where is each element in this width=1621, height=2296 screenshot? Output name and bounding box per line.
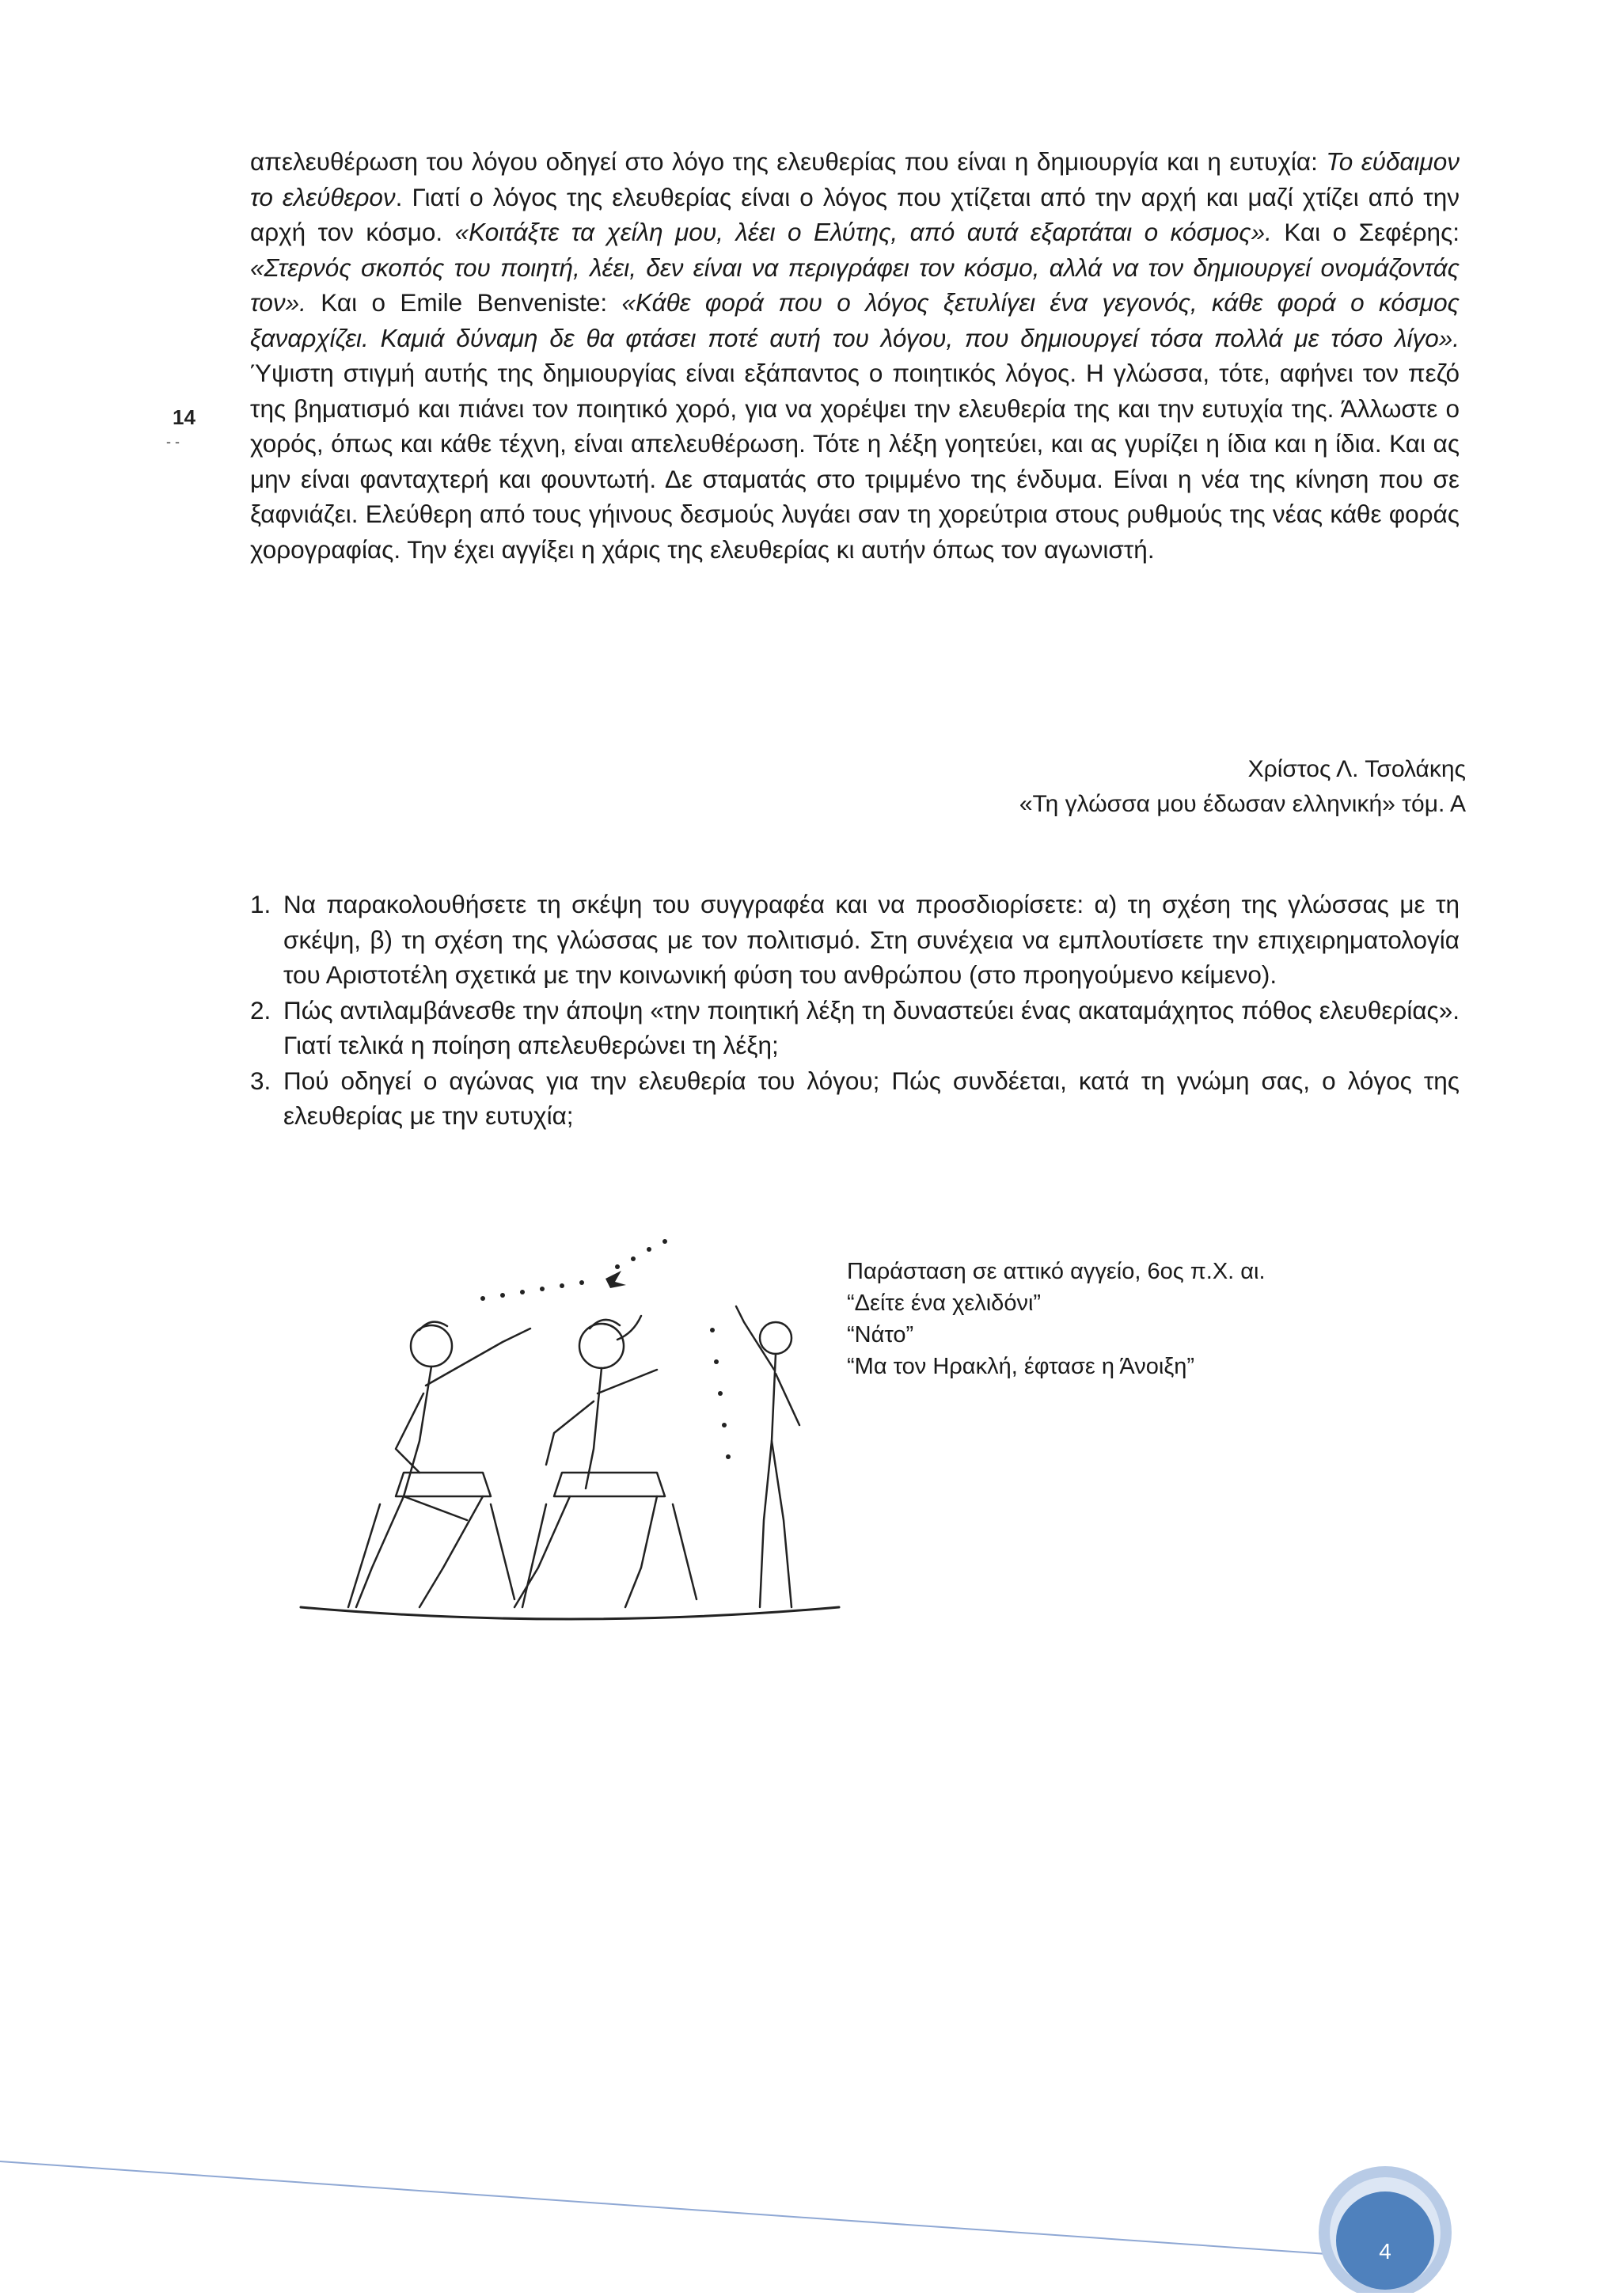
sentence-2: . Γιατί ο λόγος της ελευθερίας είναι ο λόγος που χτίζεται από την αρχή και μαζί χτίζει από την αρχή τον κόσμο. [250,182,1460,246]
quote-benveniste: «Κάθε φορά που ο λόγος ξετυλίγει ένα γεγονός, κάθε φορά ο κόσμος ξαναρχίζει. Καμιά δύναμη δε θα φτάσει ποτέ αυτή του λόγου, που δημιουργεί τόσα πολλά με τόσο λίγο». [250,288,1460,352]
sentence-3: Και ο Σεφέρης: [1271,218,1460,246]
illustration-caption [847,1256,1266,1382]
attribution-source: «Τη γλώσσα μου έδωσαν ελληνική» τόμ. Α [1019,791,1466,817]
question-text: Πού οδηγεί ο αγώνας για την ελευθερία του λόγου; Πώς συνδέεται, κατά τη γνώμη σας, ο λόγος της ελευθερίας με την ευτυχία; [283,1066,1460,1130]
question-number: 1. [250,890,271,918]
attribution [1019,752,1466,822]
sentence-4: Και ο Emile Benveniste: [306,288,622,317]
question-number: 2. [250,995,271,1024]
main-paragraph [250,144,1460,567]
quote-eudaimon: Το εύδαιμον το ελεύθερον [250,147,1460,211]
caption-line: “Δείτε ένα χελιδόνι” [847,1291,1042,1316]
question-item [250,1063,1460,1134]
page-number: 4 [1379,2239,1391,2264]
quote-elytis: «Κοιτάξτε τα χείλη μου, λέει ο Ελύτης, από αυτά εξαρτάται ο κόσμος». [454,218,1272,246]
attribution-author: Χρίστος Λ. Τσολάκης [1247,756,1466,782]
margin-page-number: 14 [173,405,196,429]
question-item [250,887,1460,993]
question-text: Να παρακολουθήσετε τη σκέψη του συγγραφέα και να προσδιορίσετε: α) τη σχέση της γλώσσας με τη σκέψη, β) τη σχέση της γλώσσας με τον πολιτισμό. Στη συνέχεια να εμπλουτίσετε την επιχειρηματολογία του Αριστοτέλη σχετικά με την κοινωνική φύση του ανθρώπου (στο προηγούμενο κείμενο). [283,890,1460,989]
caption-line: “Μα τον Ηρακλή, έφτασε η Άνοιξη” [847,1354,1195,1379]
questions-list [250,887,1460,1134]
caption-line: Παράσταση σε αττικό αγγείο, 6ος π.Χ. αι. [847,1259,1266,1284]
question-item [250,993,1460,1063]
question-number: 3. [250,1066,271,1095]
page-number-badge [1312,2160,1455,2293]
sentence-1: απελευθέρωση του λόγου οδηγεί στο λόγο της ελευθερίας που είναι η δημιουργία και η ευτυχία: [250,147,1327,176]
quote-seferis: «Στερνός σκοπός του ποιητή, λέει, δεν είναι να περιγράφει τον κόσμο, αλλά να τον δημιουργεί ονομάζοντάς τον». [250,253,1460,317]
sentence-5: Ύψιστη στιγμή αυτής της δημιουργίας είναι εξάπαντος ο ποιητικός λόγος. Η γλώσσα, τότε, αφήνει τον πεζό της βηματισμό και πιάνει τον ποιητικό χορό, για να χορέψει την ελευθερία της και την ευτυχία της. Άλλωστε ο χορός, όπως και κάθε τέχνη, είναι απελευθέρωση. Τότε η λέξη γοητεύει, και ας γυρίζει η ίδια και η ίδια. Και ας μην είναι φανταχτερή και φουντωτή. Δε σταματάς στο τριμμένο της ένδυμα. Είναι η νέα της κίνηση που σε ξαφνιάζει. Ελεύθερη από τους γήινους δεσμούς λυγάει σαν τη χορεύτρια στους ρυθμούς της νέας κάθε φοράς χορογραφίας. Την έχει αγγίξει η χάρις της ελευθερίας κι αυτήν όπως τον αγωνιστή. [250,359,1460,564]
vase-painting-illustration [285,1235,855,1631]
question-text: Πώς αντιλαμβάνεσθε την άποψη «την ποιητική λέξη τη δυναστεύει ένας ακαταμάχητος πόθος ελευθερίας». Γιατί τελικά η ποίηση απελευθερώνει τη λέξη; [283,995,1460,1059]
margin-mark: - - [166,434,180,450]
caption-line: “Νάτο” [847,1322,914,1348]
